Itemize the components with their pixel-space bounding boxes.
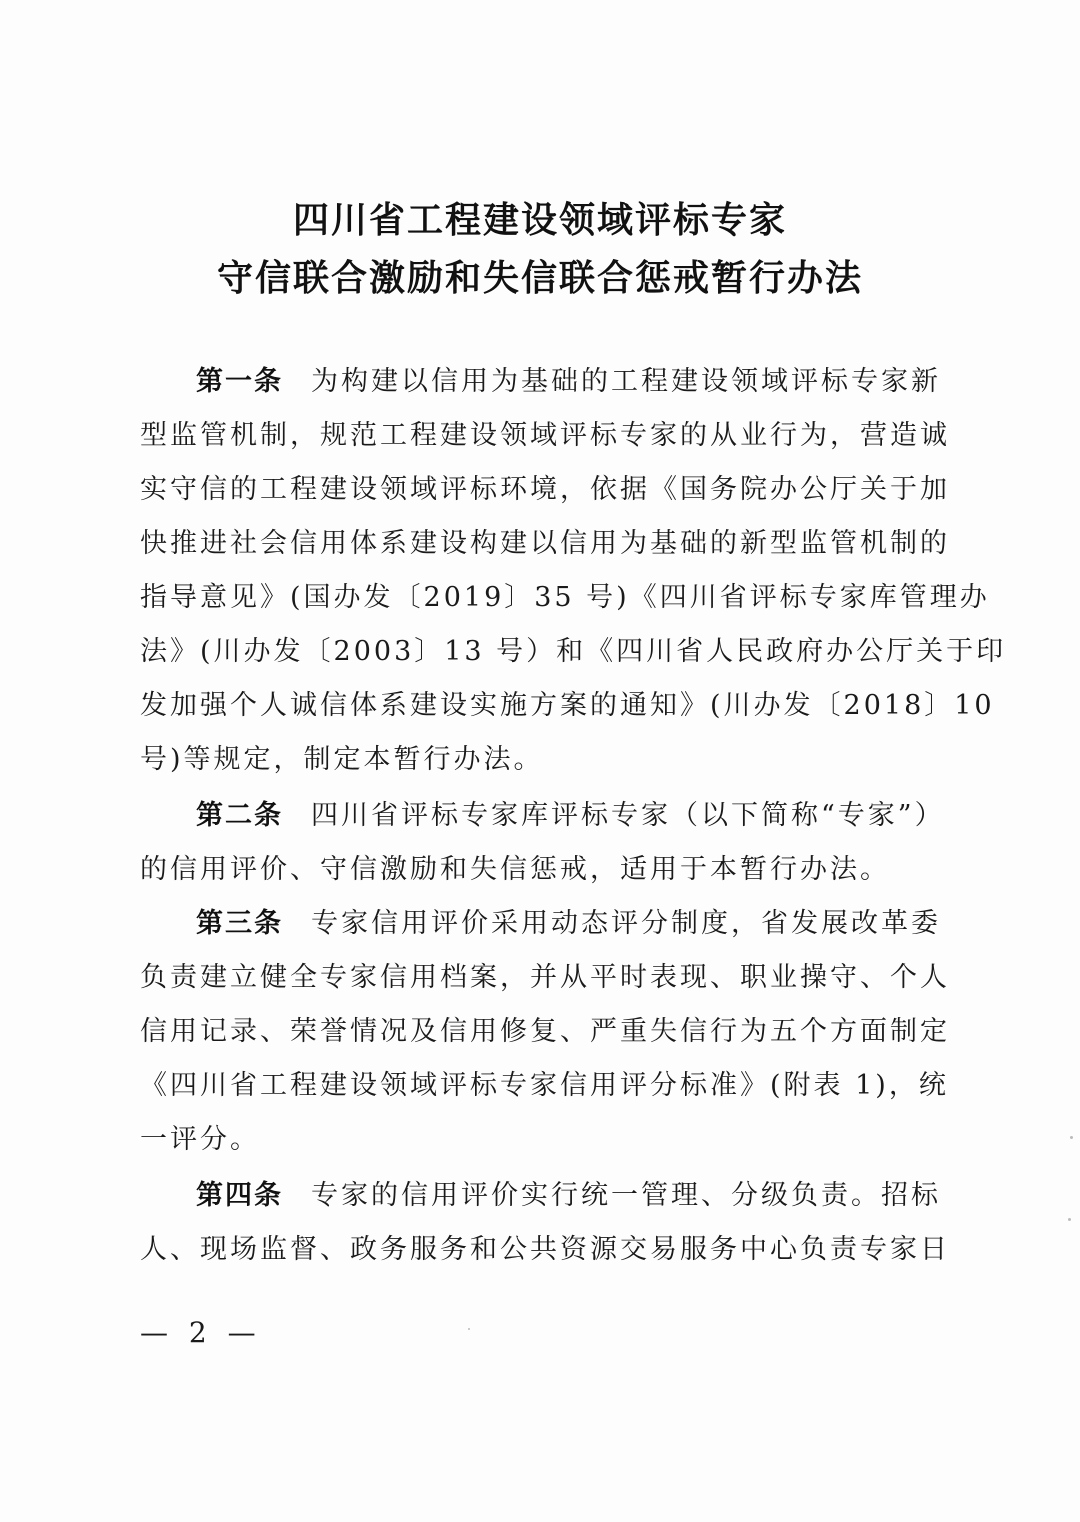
article-text: 一评分。 — [140, 1124, 260, 1155]
article-4-label: 第四条 — [196, 1180, 283, 1211]
article-text: 的信用评价、守信激励和失信惩戒，适用于本暂行办法。 — [140, 854, 890, 885]
article-3-first-line — [196, 904, 940, 944]
article-text: 实守信的工程建设领域评标环境，依据《国务院办公厅关于加 — [140, 474, 950, 505]
article-text: 信用记录、荣誉情况及信用修复、严重失信行为五个方面制定 — [140, 1016, 950, 1047]
document-title-line-2: 守信联合激励和失信联合惩戒暂行办法 — [216, 258, 863, 299]
article-text: 快推进社会信用体系建设构建以信用为基础的新型监管机制的 — [140, 528, 950, 559]
article-1-first-line — [196, 362, 940, 402]
document-title-line-1: 四川省工程建设领域评标专家 — [292, 200, 787, 241]
article-text: 负责建立健全专家信用档案，并从平时表现、职业操守、个人 — [140, 962, 950, 993]
article-text: 四川省评标专家库评标专家（以下简称“专家”） — [311, 800, 945, 831]
article-text: 为构建以信用为基础的工程建设领域评标专家新 — [311, 366, 941, 397]
article-text: 法》(川办发〔2003〕13 号）和《四川省人民政府办公厅关于印 — [140, 636, 1007, 667]
article-2-first-line — [196, 796, 945, 836]
article-text: 专家的信用评价实行统一管理、分级负责。招标 — [311, 1180, 941, 1211]
scan-speck — [468, 1328, 470, 1330]
scan-speck — [1068, 1218, 1071, 1221]
article-text: 号)等规定，制定本暂行办法。 — [140, 744, 544, 775]
article-3-label: 第三条 — [196, 908, 283, 939]
article-text: 人、现场监督、政务服务和公共资源交易服务中心负责专家日 — [140, 1234, 950, 1265]
article-text: 《四川省工程建设领域评标专家信用评分标准》(附表 1)，统 — [140, 1070, 949, 1101]
article-text: 指导意见》(国办发〔2019〕35 号)《四川省评标专家库管理办 — [140, 582, 990, 613]
article-text: 发加强个人诚信体系建设实施方案的通知》(川办发〔2018〕10 — [140, 690, 995, 721]
scan-speck — [1070, 1136, 1073, 1139]
article-text: 专家信用评价采用动态评分制度，省发展改革委 — [311, 908, 941, 939]
article-text: 型监管机制，规范工程建设领域评标专家的从业行为，营造诚 — [140, 420, 950, 451]
article-2-label: 第二条 — [196, 800, 283, 831]
article-1-label: 第一条 — [196, 366, 283, 397]
article-4-first-line — [196, 1176, 940, 1216]
page-number: — 2 — — [140, 1316, 262, 1349]
